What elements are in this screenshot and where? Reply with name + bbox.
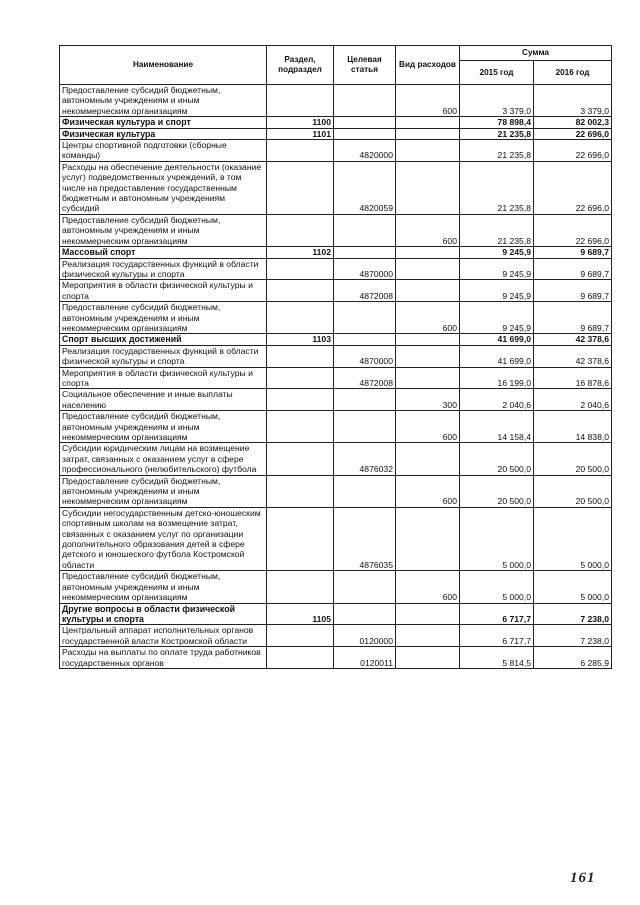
cell-name: Социальное обеспечение и иные выплаты населению xyxy=(60,389,267,411)
cell-target: 4876035 xyxy=(334,507,396,570)
cell-2015: 5 000,0 xyxy=(460,507,534,570)
cell-section xyxy=(267,258,334,280)
table-row xyxy=(60,367,612,389)
cell-section xyxy=(267,443,334,475)
cell-target xyxy=(334,411,396,443)
header-name: Наименование xyxy=(60,46,267,85)
cell-target xyxy=(334,571,396,603)
cell-2015: 16 199,0 xyxy=(460,367,534,389)
cell-name: Мероприятия в области физической культуры и спорта xyxy=(60,280,267,302)
table-row xyxy=(60,247,612,258)
cell-2016: 14 838,0 xyxy=(534,411,612,443)
cell-expense-type: 300 xyxy=(396,389,460,411)
cell-target xyxy=(334,302,396,334)
table-row xyxy=(60,571,612,603)
table-row xyxy=(60,128,612,139)
cell-2015: 3 379,0 xyxy=(460,85,534,117)
cell-2015: 20 500,0 xyxy=(460,475,534,507)
table-row xyxy=(60,411,612,443)
cell-target xyxy=(334,247,396,258)
cell-section: 1103 xyxy=(267,334,334,345)
cell-name: Мероприятия в области физической культуры и спорта xyxy=(60,367,267,389)
cell-expense-type xyxy=(396,334,460,345)
cell-expense-type xyxy=(396,247,460,258)
cell-name: Реализация государственных функций в области физической культуры и спорта xyxy=(60,345,267,367)
cell-expense-type xyxy=(396,140,460,162)
cell-target: 4820059 xyxy=(334,161,396,214)
cell-name: Предоставление субсидий бюджетным, автономным учреждениям и иным некоммерческим организациям xyxy=(60,571,267,603)
cell-expense-type: 600 xyxy=(396,475,460,507)
cell-2016: 9 689,7 xyxy=(534,302,612,334)
table-row xyxy=(60,334,612,345)
budget-table xyxy=(59,45,612,669)
cell-2015: 21 235,8 xyxy=(460,128,534,139)
table-row xyxy=(60,117,612,128)
cell-2015: 9 245,9 xyxy=(460,302,534,334)
cell-2016: 2 040,6 xyxy=(534,389,612,411)
cell-name: Расходы на обеспечение деятельности (оказание услуг) подведомственных учреждений, в том числе на предоставление государственным бюджетным и автономным учреждениям субсидий xyxy=(60,161,267,214)
header-sum: Сумма xyxy=(460,46,612,61)
cell-target: 4872008 xyxy=(334,367,396,389)
table-row xyxy=(60,85,612,117)
cell-target xyxy=(334,389,396,411)
table-row xyxy=(60,345,612,367)
header-year-2016: 2016 год xyxy=(534,61,612,85)
cell-section xyxy=(267,280,334,302)
cell-expense-type: 600 xyxy=(396,411,460,443)
table-row xyxy=(60,258,612,280)
cell-2016: 7 238,0 xyxy=(534,625,612,647)
header-expense-type: Вид расходов xyxy=(396,46,460,85)
cell-section xyxy=(267,507,334,570)
cell-expense-type xyxy=(396,443,460,475)
table-row xyxy=(60,603,612,625)
cell-2015: 20 500,0 xyxy=(460,443,534,475)
cell-section xyxy=(267,389,334,411)
cell-section xyxy=(267,475,334,507)
cell-section xyxy=(267,571,334,603)
cell-section: 1101 xyxy=(267,128,334,139)
table-row xyxy=(60,389,612,411)
cell-2015: 14 158,4 xyxy=(460,411,534,443)
table-row xyxy=(60,302,612,334)
budget-table-sheet xyxy=(59,45,611,669)
cell-name: Физическая культура xyxy=(60,128,267,139)
cell-2015: 6 717,7 xyxy=(460,603,534,625)
cell-2016: 3 379,0 xyxy=(534,85,612,117)
cell-target xyxy=(334,603,396,625)
cell-2015: 6 717,7 xyxy=(460,625,534,647)
cell-2016: 5 000,0 xyxy=(534,507,612,570)
cell-section xyxy=(267,161,334,214)
cell-expense-type xyxy=(396,345,460,367)
cell-name: Центры спортивной подготовки (сборные команды) xyxy=(60,140,267,162)
table-row xyxy=(60,475,612,507)
cell-expense-type: 600 xyxy=(396,214,460,246)
cell-2016: 22 696,0 xyxy=(534,161,612,214)
cell-2016: 22 696,0 xyxy=(534,140,612,162)
cell-expense-type xyxy=(396,603,460,625)
cell-2015: 41 699,0 xyxy=(460,345,534,367)
cell-name: Другие вопросы в области физической культуры и спорта xyxy=(60,603,267,625)
cell-section xyxy=(267,625,334,647)
cell-2015: 21 235,8 xyxy=(460,214,534,246)
cell-section: 1100 xyxy=(267,117,334,128)
cell-section xyxy=(267,214,334,246)
cell-expense-type xyxy=(396,258,460,280)
cell-name: Реализация государственных функций в области физической культуры и спорта xyxy=(60,258,267,280)
cell-target xyxy=(334,117,396,128)
cell-name: Предоставление субсидий бюджетным, автономным учреждениям и иным некоммерческим организациям xyxy=(60,475,267,507)
header-row-top xyxy=(60,46,612,61)
cell-target: 0120000 xyxy=(334,625,396,647)
header-target: Целевая статья xyxy=(334,46,396,85)
cell-expense-type: 600 xyxy=(396,85,460,117)
cell-2015: 9 245,9 xyxy=(460,258,534,280)
cell-section xyxy=(267,411,334,443)
cell-expense-type: 600 xyxy=(396,571,460,603)
cell-2016: 6 285,9 xyxy=(534,647,612,669)
cell-name: Центральный аппарат исполнительных органов государственной власти Костромской области xyxy=(60,625,267,647)
header-section: Раздел, подраздел xyxy=(267,46,334,85)
cell-expense-type xyxy=(396,625,460,647)
cell-section xyxy=(267,140,334,162)
cell-2016: 20 500,0 xyxy=(534,475,612,507)
cell-section xyxy=(267,367,334,389)
cell-name: Субсидии негосударственным детско-юношеским спортивным школам на возмещение затрат, связанных с оказанием услуг по организации дополнительного образования детей в сфере детского и юношеского футбола Костромской области xyxy=(60,507,267,570)
cell-2016: 82 002,3 xyxy=(534,117,612,128)
table-row xyxy=(60,507,612,570)
cell-2015: 41 699,0 xyxy=(460,334,534,345)
cell-2015: 5 000,0 xyxy=(460,571,534,603)
cell-section xyxy=(267,345,334,367)
cell-target xyxy=(334,85,396,117)
table-row xyxy=(60,443,612,475)
cell-name: Спорт высших достижений xyxy=(60,334,267,345)
cell-2015: 5 814,5 xyxy=(460,647,534,669)
table-row xyxy=(60,647,612,669)
cell-target: 4870000 xyxy=(334,258,396,280)
cell-expense-type xyxy=(396,128,460,139)
cell-2015: 9 245,9 xyxy=(460,247,534,258)
cell-target xyxy=(334,128,396,139)
cell-expense-type xyxy=(396,647,460,669)
cell-target xyxy=(334,214,396,246)
cell-2016: 9 689,7 xyxy=(534,280,612,302)
cell-expense-type xyxy=(396,117,460,128)
cell-expense-type xyxy=(396,161,460,214)
cell-2016: 42 378,6 xyxy=(534,345,612,367)
cell-2015: 78 898,4 xyxy=(460,117,534,128)
table-row xyxy=(60,140,612,162)
cell-2016: 16 878,6 xyxy=(534,367,612,389)
table-row xyxy=(60,625,612,647)
cell-target: 4876032 xyxy=(334,443,396,475)
cell-section xyxy=(267,85,334,117)
cell-2016: 7 238,0 xyxy=(534,603,612,625)
cell-name: Физическая культура и спорт xyxy=(60,117,267,128)
cell-2015: 2 040,6 xyxy=(460,389,534,411)
cell-name: Массовый спорт xyxy=(60,247,267,258)
cell-expense-type: 600 xyxy=(396,302,460,334)
cell-2016: 22 696,0 xyxy=(534,128,612,139)
cell-section: 1102 xyxy=(267,247,334,258)
cell-name: Предоставление субсидий бюджетным, автономным учреждениям и иным некоммерческим организациям xyxy=(60,214,267,246)
cell-2015: 9 245,9 xyxy=(460,280,534,302)
cell-2015: 21 235,8 xyxy=(460,140,534,162)
cell-target xyxy=(334,475,396,507)
cell-name: Предоставление субсидий бюджетным, автономным учреждениям и иным некоммерческим организациям xyxy=(60,85,267,117)
cell-2016: 22 696,0 xyxy=(534,214,612,246)
cell-target xyxy=(334,334,396,345)
cell-target: 0120011 xyxy=(334,647,396,669)
cell-name: Расходы на выплаты по оплате труда работников государственных органов xyxy=(60,647,267,669)
cell-section xyxy=(267,302,334,334)
cell-2015: 21 235,8 xyxy=(460,161,534,214)
cell-name: Предоставление субсидий бюджетным, автономным учреждениям и иным некоммерческим организациям xyxy=(60,411,267,443)
header-year-2015: 2015 год xyxy=(460,61,534,85)
table-row xyxy=(60,280,612,302)
cell-target: 4820000 xyxy=(334,140,396,162)
cell-section: 1105 xyxy=(267,603,334,625)
page-number: 161 xyxy=(570,870,596,886)
cell-2016: 42 378,6 xyxy=(534,334,612,345)
cell-2016: 9 689,7 xyxy=(534,258,612,280)
table-body xyxy=(60,85,612,669)
cell-name: Предоставление субсидий бюджетным, автономным учреждениям и иным некоммерческим организациям xyxy=(60,302,267,334)
cell-2016: 9 689,7 xyxy=(534,247,612,258)
cell-2016: 5 000,0 xyxy=(534,571,612,603)
cell-expense-type xyxy=(396,507,460,570)
table-row xyxy=(60,214,612,246)
cell-name: Субсидии юридическим лицам на возмещение затрат, связанных с оказанием услуг в сфере профессионального (нелюбительского) футбола xyxy=(60,443,267,475)
cell-2016: 20 500,0 xyxy=(534,443,612,475)
cell-section xyxy=(267,647,334,669)
cell-expense-type xyxy=(396,280,460,302)
cell-target: 4872008 xyxy=(334,280,396,302)
table-row xyxy=(60,161,612,214)
cell-expense-type xyxy=(396,367,460,389)
cell-target: 4870000 xyxy=(334,345,396,367)
